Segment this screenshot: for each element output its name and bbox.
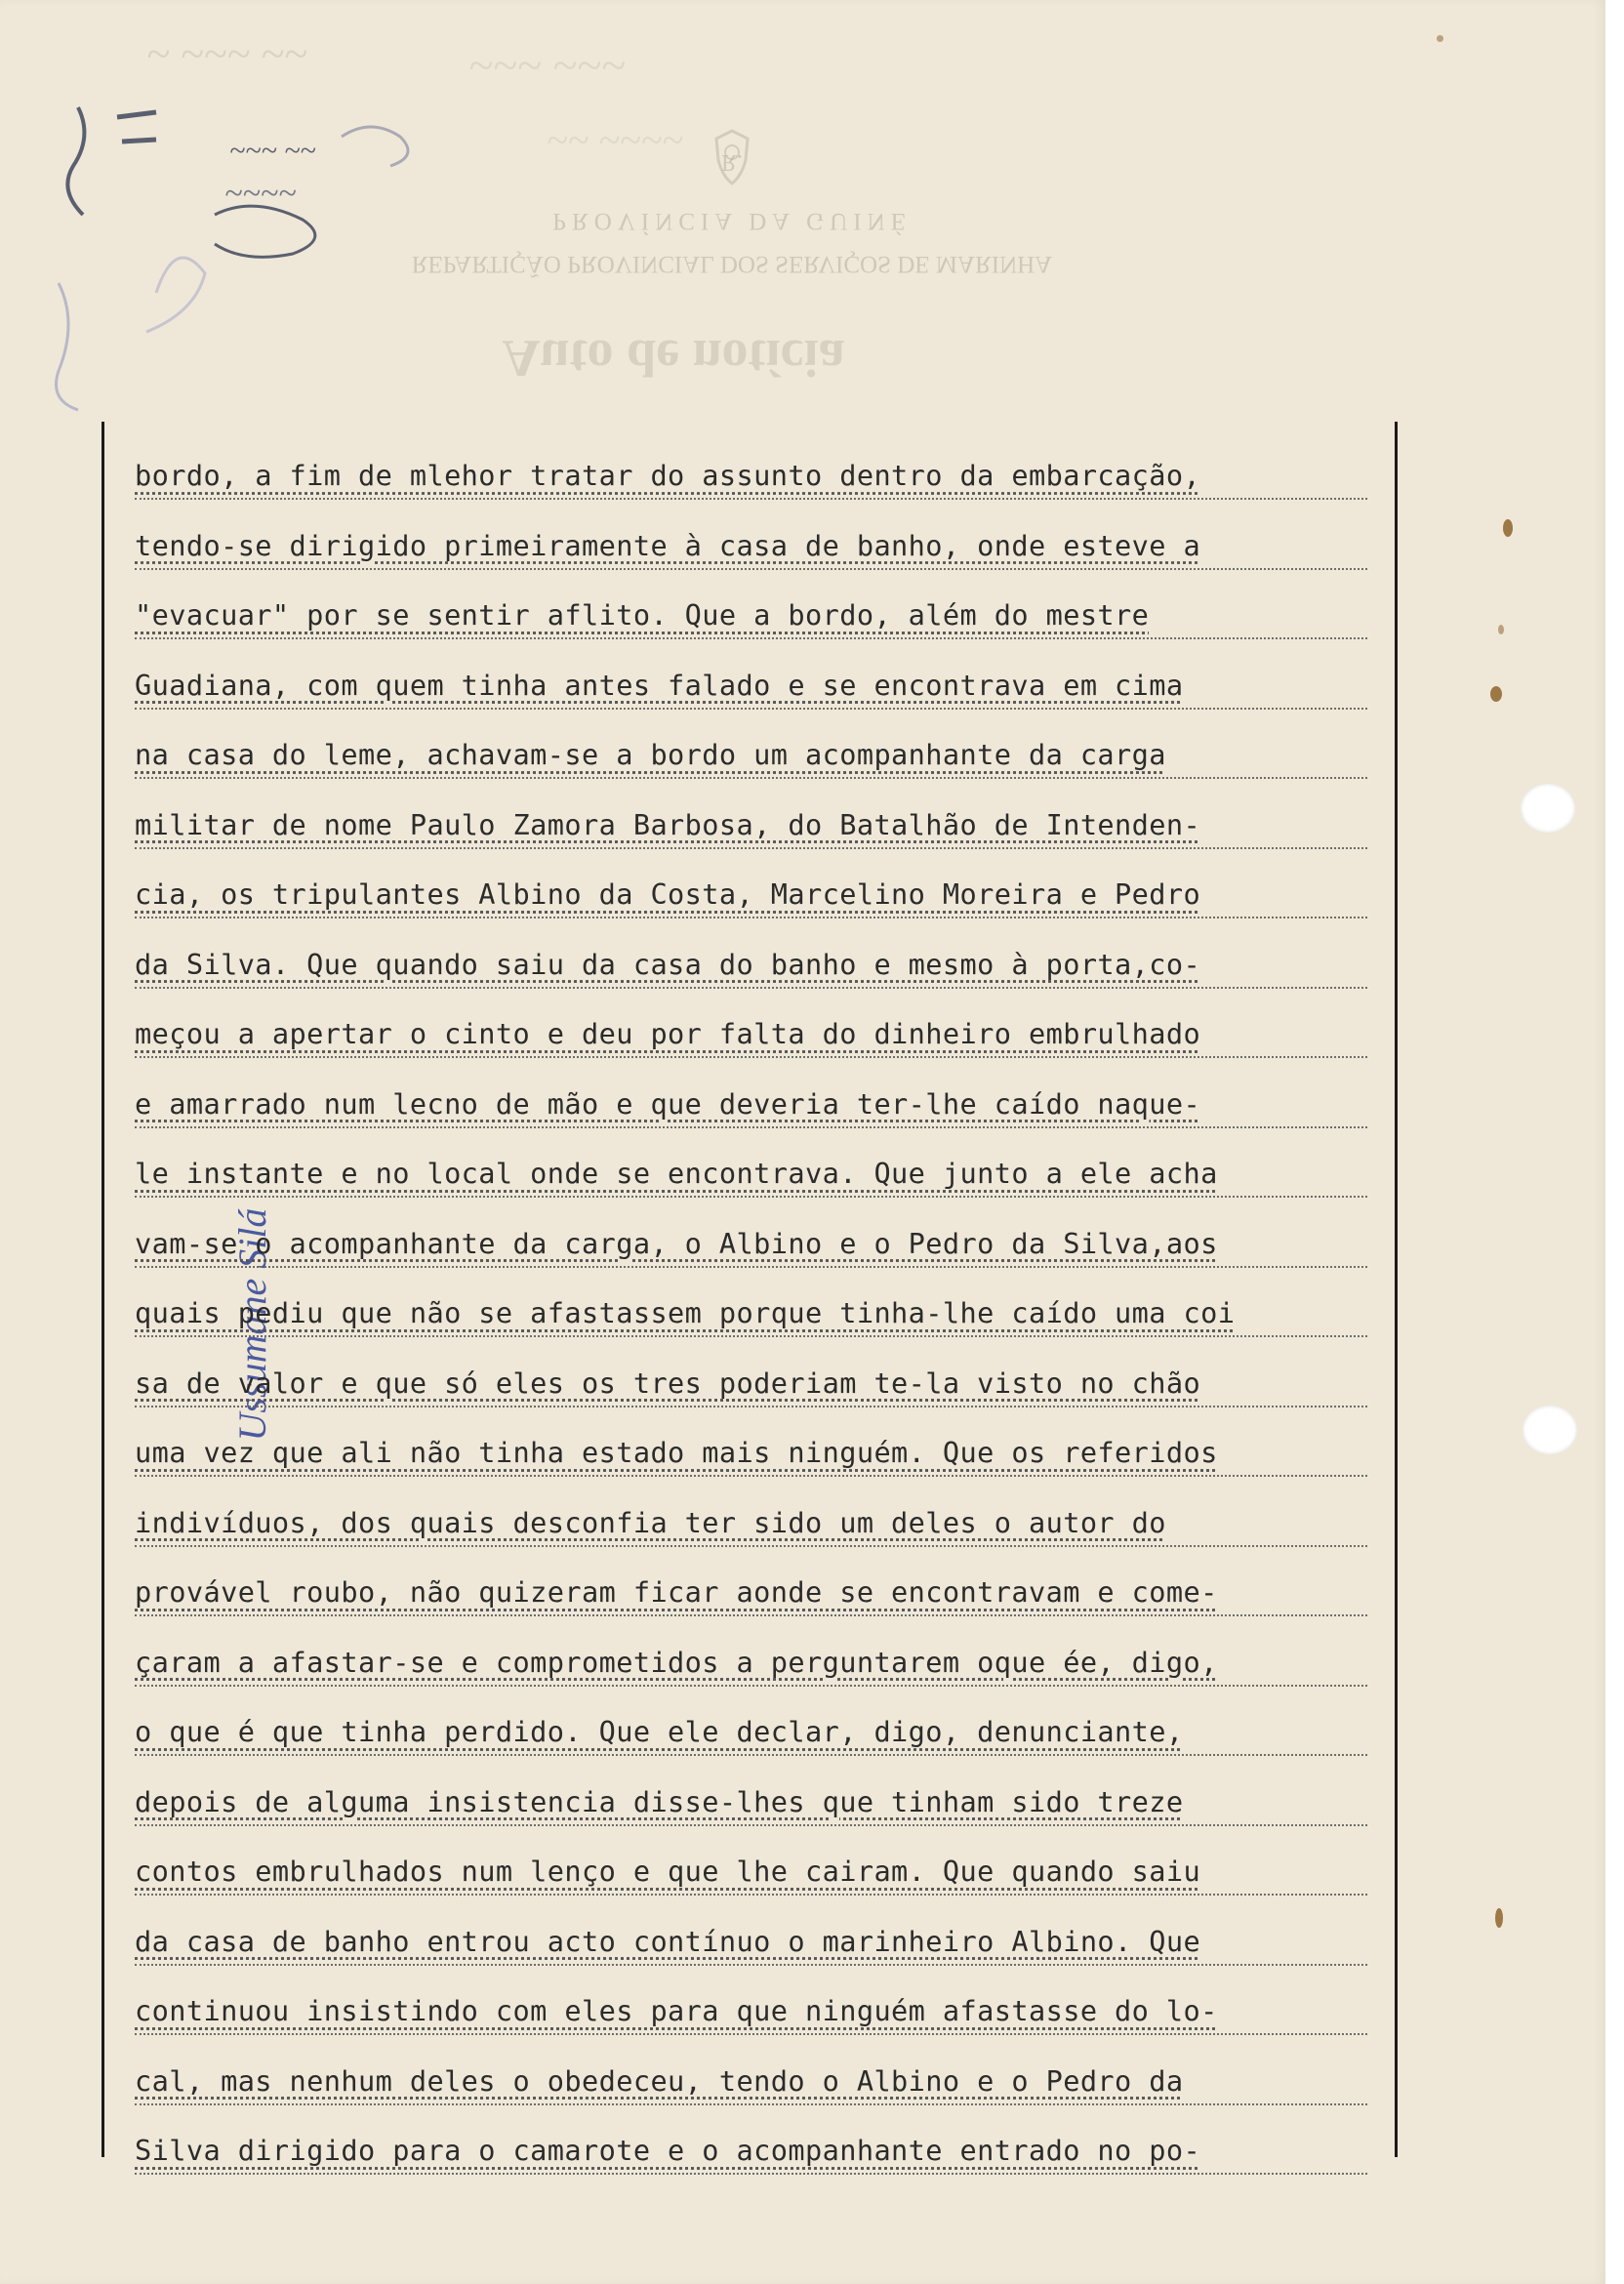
text-line: cal, mas nenhum deles o obedeceu, tendo o Albino e o Pedro da: [135, 2053, 1403, 2123]
text-line: Guadiana, com quem tinha antes falado e se encontrava em cima: [135, 657, 1403, 727]
text-line: na casa do leme, achavam-se a bordo um acompanhante da carga: [135, 726, 1403, 796]
text-line: indivíduos, dos quais desconfia ter sido um deles o autor do: [135, 1494, 1403, 1565]
text-line: e amarrado num lecno de mão e que deveria ter-lhe caído naque-: [135, 1076, 1403, 1146]
text-line: uma vez que ali não tinha estado mais ninguém. Que os referidos: [135, 1424, 1403, 1494]
text-line: "evacuar" por se sentir aflito. Que a bordo, além do mestre: [135, 587, 1403, 657]
body-text: [135, 447, 1403, 2192]
rust-spot: [1498, 625, 1504, 634]
letterhead-title: Auto de notícia: [502, 329, 845, 387]
text-line: contos embrulhados num lenço e que lhe cairam. Que quando saiu: [135, 1843, 1403, 1913]
text-line: bordo, a fim de mlehor tratar do assunto dentro da embarcação,: [135, 447, 1403, 517]
text-line: le instante e no local onde se encontrava. Que junto a ele acha: [135, 1145, 1403, 1215]
letterhead-department: REPARTIÇÃO PROVINCIAL DOS SERVIÇOS DE MARINHA: [411, 251, 1053, 277]
text-line: depois de alguma insistencia disse-lhes que tinham sido treze: [135, 1774, 1403, 1844]
rust-spot: [1503, 519, 1513, 537]
left-margin-rule: [102, 422, 104, 2157]
text-line: quais pediu que não se afastassem porque tinha-lhe caído uma coi: [135, 1285, 1403, 1355]
text-line: Silva dirigido para o camarote e o acompanhante entrado no po-: [135, 2122, 1403, 2192]
punch-hole-top: [1521, 784, 1575, 833]
margin-annotation: Ussumane Silá: [230, 1207, 274, 1442]
rust-spot: [1490, 686, 1502, 702]
coat-of-arms-icon: [701, 125, 763, 191]
letterhead-province: PROVÍNCIA DA GUINÉ: [552, 208, 912, 234]
rust-spot: [1495, 1908, 1503, 1928]
bleed-through-scribble-3: ~~ ~~~~: [547, 118, 683, 162]
text-line: çaram a afastar-se e comprometidos a perguntarem oque ée, digo,: [135, 1634, 1403, 1704]
handwritten-scribble: ~~~ ~~: [229, 135, 316, 167]
text-line: o que é que tinha perdido. Que ele declar, digo, denunciante,: [135, 1703, 1403, 1774]
punch-hole-bottom: [1522, 1406, 1577, 1454]
rust-spot: [1437, 35, 1443, 42]
text-line: meçou a apertar o cinto e deu por falta do dinheiro embrulhado: [135, 1005, 1403, 1076]
text-line: sa de valor e que só eles os tres poderiam te-la visto no chão: [135, 1355, 1403, 1425]
letterhead-country: R.: [720, 149, 743, 175]
text-line: da casa de banho entrou acto contínuo o marinheiro Albino. Que: [135, 1913, 1403, 1983]
text-line: tendo-se dirigido primeiramente à casa de banho, onde esteve a: [135, 517, 1403, 588]
text-line: vam-se o acompanhante da carga, o Albino e o Pedro da Silva,aos: [135, 1215, 1403, 1285]
bleed-through-scribble-2: ~~~ ~~~: [468, 40, 626, 90]
text-line: continuou insistindo com eles para que ninguém afastasse do lo-: [135, 1982, 1403, 2053]
text-line: provável roubo, não quizeram ficar aonde se encontravam e come-: [135, 1564, 1403, 1634]
text-line: cia, os tripulantes Albino da Costa, Marcelino Moreira e Pedro: [135, 866, 1403, 936]
handwritten-scribble-2: ~~~~: [224, 176, 297, 212]
text-line: da Silva. Que quando saiu da casa do banho e mesmo à porta,co-: [135, 936, 1403, 1006]
bleed-through-scribble: ~ ~~~ ~~: [146, 30, 307, 78]
text-line: militar de nome Paulo Zamora Barbosa, do Batalhão de Intenden-: [135, 796, 1403, 867]
